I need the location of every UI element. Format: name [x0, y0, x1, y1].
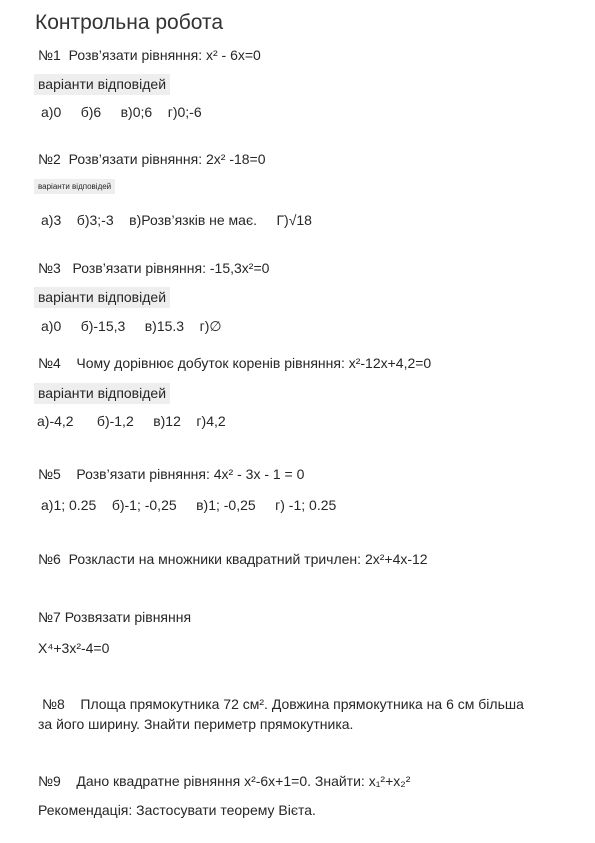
question-text: Дано квадратне рівняння х²-6х+1=0. Знайти: х₁²+х₂² — [76, 773, 411, 789]
options-q1 — [41, 104, 202, 120]
question-8-line2: за його ширину. Знайти периметр прямокутника. — [38, 716, 354, 732]
question-text-line1: Площа прямокутника 72 см². Довжина прямокутника на 6 см більша — [80, 696, 524, 712]
question-6 — [38, 551, 428, 567]
option: г)0;-6 — [167, 104, 202, 120]
question-number: №1 — [38, 47, 61, 63]
question-text: Розв’язати рівняння: 2х² -18=0 — [68, 151, 266, 167]
question-number: №4 — [38, 355, 61, 371]
option: а)0 — [41, 104, 62, 120]
answers-label: варіанти відповідей — [34, 383, 170, 404]
question-text: Розв’язати рівняння: 4х² - 3х - 1 = 0 — [76, 466, 305, 482]
option: в)12 — [153, 413, 181, 429]
question-text: Розкласти на множники квадратний тричлен: 2х²+4х-12 — [68, 551, 428, 567]
answers-label: варіанти відповідей — [34, 74, 170, 95]
option: а)3 — [41, 212, 62, 228]
option: б)-15,3 — [80, 318, 126, 334]
question-7 — [38, 609, 191, 625]
option: в)1; -0,25 — [196, 497, 256, 513]
option: б)-1,2 — [96, 413, 134, 429]
question-number: №7 — [38, 609, 61, 625]
question-7-equation: Х⁴+3х²-4=0 — [38, 640, 110, 656]
question-2 — [38, 151, 266, 167]
option: Г)√18 — [276, 212, 312, 228]
options-q4 — [37, 413, 226, 429]
option: г) -1; 0.25 — [275, 497, 337, 513]
question-8 — [42, 696, 524, 712]
option: а)-4,2 — [37, 413, 74, 429]
question-number: №5 — [38, 466, 61, 482]
question-text: Розв’язати рівняння: х² - 6х=0 — [68, 47, 261, 63]
option: а)0 — [41, 318, 62, 334]
question-9 — [38, 773, 410, 789]
option: в)0;6 — [120, 104, 153, 120]
option: б)3;-3 — [76, 212, 114, 228]
question-text: Чому дорівнює добуток коренів рівняння: х²-12х+4,2=0 — [76, 355, 432, 371]
options-q3 — [41, 318, 222, 335]
option: б)-1; -0,25 — [111, 497, 177, 513]
answers-label: варіанти відповідей — [34, 179, 115, 194]
options-q2 — [41, 212, 312, 228]
question-text: Розв’язати рівняння: -15,3х²=0 — [72, 260, 270, 276]
options-q5 — [41, 497, 336, 513]
question-number: №6 — [38, 551, 61, 567]
question-text: Розвязати рівняння — [64, 609, 192, 625]
recommendation: Рекомендація: Застосувати теорему Вієта. — [38, 802, 316, 818]
option: в)Розв’язків не має. — [129, 212, 258, 228]
question-1 — [38, 47, 261, 63]
answers-label: варіанти відповідей — [34, 287, 170, 308]
question-number: №9 — [38, 773, 61, 789]
question-number: №3 — [38, 260, 61, 276]
option: а)1; 0.25 — [41, 497, 97, 513]
question-number: №8 — [42, 696, 65, 712]
page-title: Контрольна робота — [35, 11, 223, 34]
question-4 — [38, 355, 431, 371]
question-3 — [38, 260, 269, 276]
option: б)6 — [80, 104, 102, 120]
option: г)∅ — [199, 318, 222, 334]
question-5 — [38, 466, 304, 482]
option: г)4,2 — [196, 413, 226, 429]
question-number: №2 — [38, 151, 61, 167]
option: в)15.3 — [144, 318, 185, 334]
